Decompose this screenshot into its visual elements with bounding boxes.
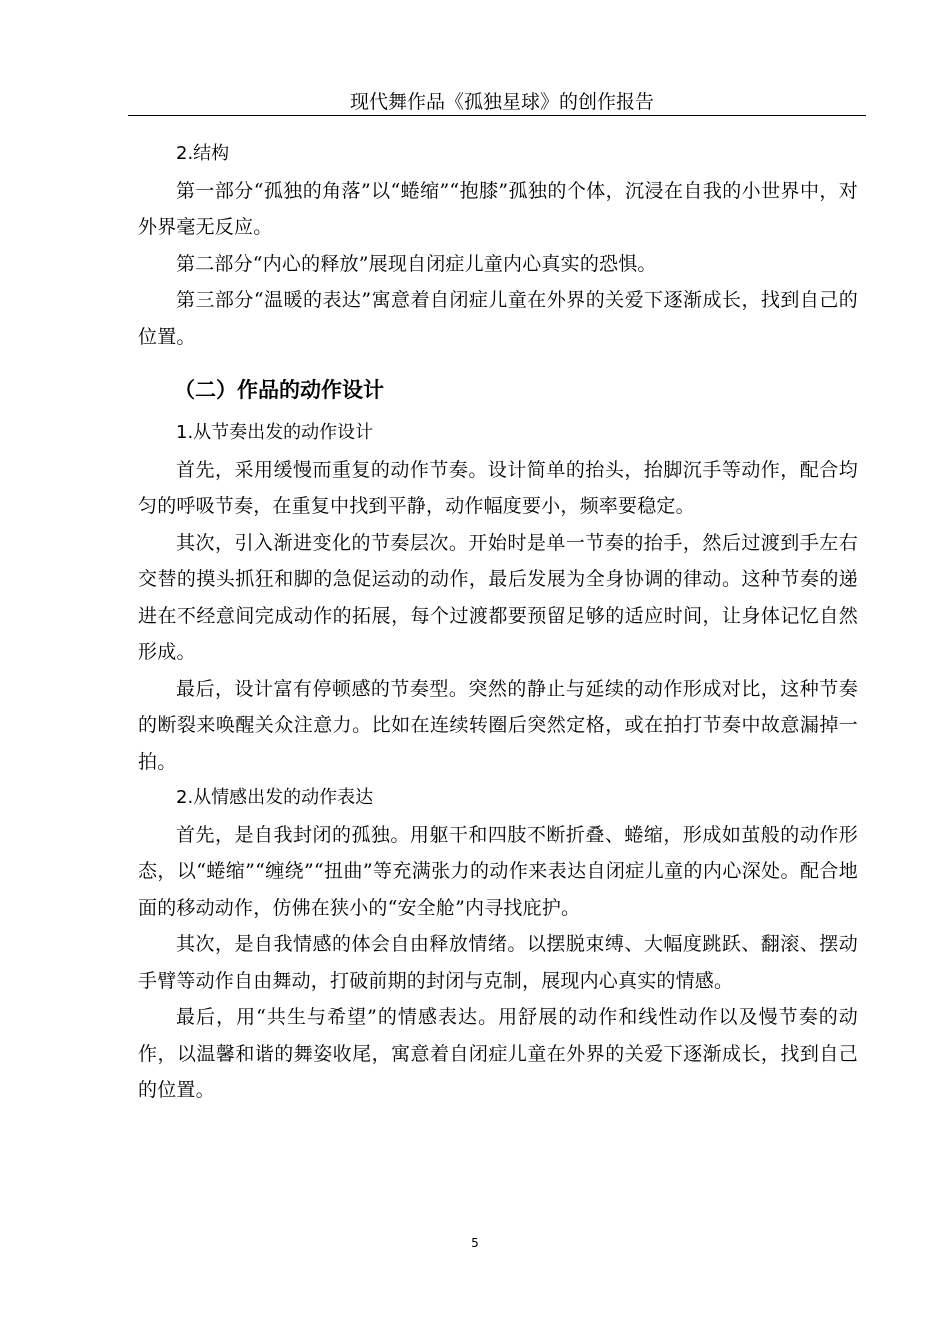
page-number: 5 (471, 1236, 479, 1250)
header-rule (128, 115, 866, 116)
paragraph: 第二部分“内心的释放”展现自闭症儿童内心真实的恐惧。 (176, 252, 657, 275)
paragraph: 第三部分“温暖的表达”寓意着自闭症儿童在外界的关爱下逐渐成长，找到自己的位置。 (138, 289, 858, 348)
subheading-emotion: 2.从情感出发的动作表达 (176, 787, 374, 808)
running-header: 现代舞作品《孤独星球》的创作报告 (349, 91, 654, 113)
paragraph: 其次，是自我情感的体会自由释放情绪。以摆脱束缚、大幅度跳跃、翻滚、摆动手臂等动作自由舞动，打破前期的封闭与克制，展现内心真实的情感。 (138, 933, 858, 992)
section-heading: （二）作品的动作设计 (174, 378, 384, 402)
paragraph: 最后，设计富有停顿感的节奏型。突然的静止与延续的动作形成对比，这种节奏的断裂来唤醒关众注意力。比如在连续转圈后突然定格，或在拍打节奏中故意漏掉一拍。 (138, 677, 858, 773)
paragraph: 第一部分“孤独的角落”以“蜷缩”“抱膝”孤独的个体，沉浸在自我的小世界中，对外界毫无反应。 (138, 179, 858, 238)
paragraph: 其次，引入渐进变化的节奏层次。开始时是单一节奏的抬手，然后过渡到手左右交替的摸头抓狂和脚的急促运动的动作，最后发展为全身协调的律动。这种节奏的递进在不经意间完成动作的拓展，每个过渡都要预留足够的适应时间，让身体记忆自然形成。 (138, 531, 858, 663)
subheading-structure: 2.结构 (176, 143, 230, 164)
page-body (138, 136, 858, 1109)
paragraph: 首先，采用缓慢而重复的动作节奏。设计简单的抬头，抬脚沉手等动作，配合均匀的呼吸节奏，在重复中找到平静，动作幅度要小，频率要稳定。 (138, 458, 858, 517)
subheading-rhythm: 1.从节奏出发的动作设计 (176, 422, 374, 443)
paragraph: 最后，用“共生与希望”的情感表达。用舒展的动作和线性动作以及慢节奏的动作，以温馨和谐的舞姿收尾，寓意着自闭症儿童在外界的关爱下逐渐成长，找到自己的位置。 (138, 1006, 858, 1101)
paragraph: 首先，是自我封闭的孤独。用躯干和四肢不断折叠、蜷缩，形成如茧般的动作形态，以“蜷缩”“缠绕”“扭曲”等充满张力的动作来表达自闭症儿童的内心深处。配合地面的移动动作，仿佛在狭小的“安全舱”内寻找庇护。 (138, 823, 858, 919)
